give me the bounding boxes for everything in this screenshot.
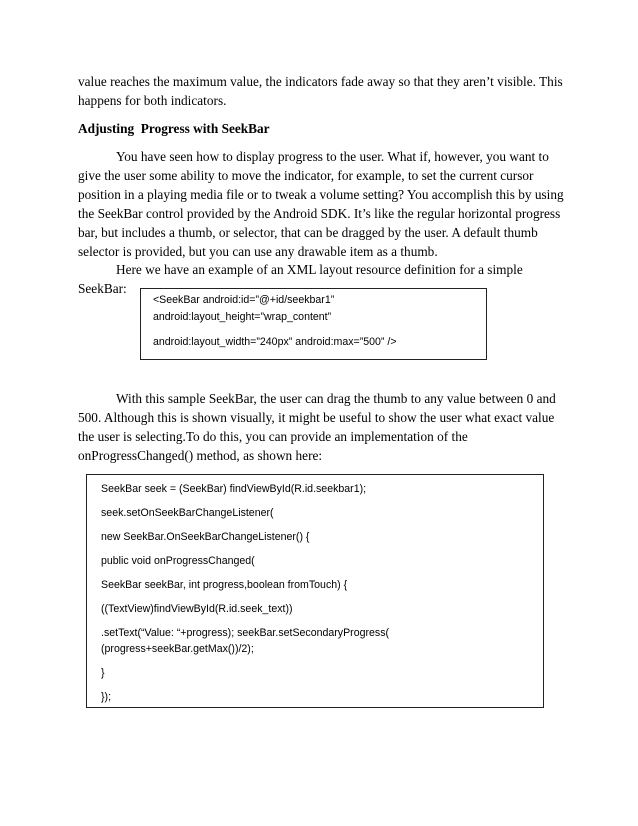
xml-code-line: <SeekBar android:id=”@+id/seekbar1” [153,294,335,306]
java-code-line: SeekBar seekBar, int progress,boolean fromTouch) { [101,579,348,591]
java-code-line: public void onProgressChanged( [101,555,255,567]
section-heading: Adjusting Progress with SeekBar [78,121,270,136]
java-code-line: new SeekBar.OnSeekBarChangeListener() { [101,531,310,543]
java-code-line: (progress+seekBar.getMax())/2); [101,643,254,655]
java-code-line: SeekBar seek = (SeekBar) findViewById(R.id.seekbar1); [101,483,367,495]
xml-example-intro-paragraph: Here we have an example of an XML layout resource definition for a simple SeekBar: [78,262,523,296]
java-code-line: .setText(“Value: “+progress); seekBar.setSecondaryProgress( [101,627,390,639]
java-code-box [86,474,544,708]
java-code-line: }); [101,691,112,703]
intro-paragraph: value reaches the maximum value, the indicators fade away so that they aren’t visible. This happens for both indicators. [78,74,563,108]
seekbar-description-paragraph: You have seen how to display progress to the user. What if, however, you want to give the user some ability to move the indicator, for example, to set the current cursor position in a playing media file or to tweak a volume setting? You accomplish this by using the SeekBar control provided by the Android SDK. It’s like the regular horizontal progress bar, but includes a thumb, or selector, that can be dragged by the user. A default thumb selector is provided, but you can use any drawable item as a thumb. [78,149,564,259]
java-code-line: ((TextView)findViewById(R.id.seek_text)) [101,603,293,615]
xml-code-box [140,288,487,360]
onprogresschanged-paragraph: With this sample SeekBar, the user can drag the thumb to any value between 0 and 500. Although this is shown visually, it might be useful to show the user what exact value the user is selecting.To do this, you can provide an implementation of the onProgressChanged() method, as shown here: [78,391,556,463]
xml-code-line: android:layout_width=”240px” android:max=”500” /> [153,336,397,348]
xml-code-line: android:layout_height=”wrap_content” [153,311,332,323]
java-code-line: } [101,667,105,679]
java-code-line: seek.setOnSeekBarChangeListener( [101,507,274,519]
